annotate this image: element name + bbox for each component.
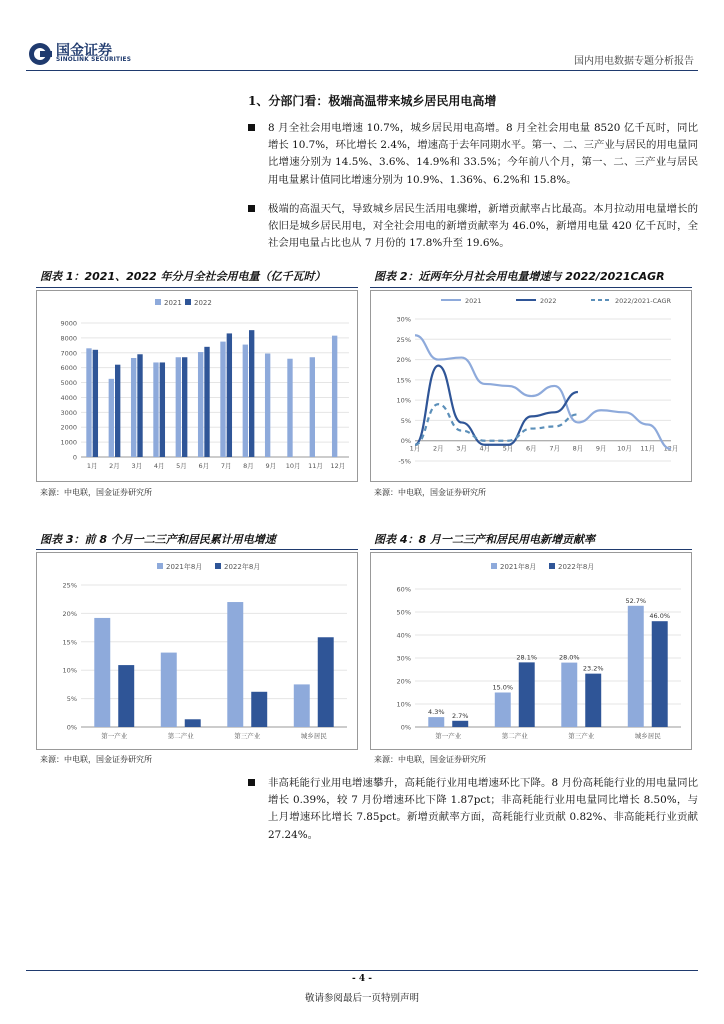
- bar: [94, 618, 110, 727]
- y-tick-label: 10%: [396, 700, 411, 709]
- figure-3-box: [36, 552, 358, 750]
- y-tick-label: 2000: [60, 423, 77, 432]
- y-tick-label: 0%: [66, 723, 77, 732]
- x-tick-label: 10月: [285, 462, 301, 470]
- bar: [176, 357, 181, 457]
- data-label: 15.0%: [492, 683, 514, 692]
- bar: [332, 336, 337, 457]
- header-divider: [26, 70, 698, 71]
- legend-swatch: [155, 299, 161, 305]
- figure-2-source: 来源：中电联，国金证券研究所: [374, 488, 486, 497]
- chart-4: [371, 553, 691, 749]
- logo-icon: [28, 42, 52, 66]
- figure-4-title: 图表 4：8 月一二三产和居民用电新增贡献率: [374, 533, 595, 546]
- y-tick-label: 4000: [60, 393, 77, 402]
- bar: [585, 674, 601, 727]
- data-label: 28.1%: [516, 653, 538, 662]
- series-line: [415, 335, 671, 449]
- x-tick-label: 11月: [308, 462, 323, 470]
- y-tick-label: 25%: [396, 335, 411, 344]
- x-tick-label: 10月: [617, 444, 632, 453]
- y-tick-label: 6000: [60, 364, 77, 373]
- y-tick-label: 50%: [396, 608, 411, 617]
- x-tick-label: 8月: [243, 462, 254, 470]
- bar: [428, 717, 444, 727]
- chart-3: [37, 553, 357, 749]
- x-tick-label: 6月: [198, 462, 210, 470]
- bar: [452, 721, 468, 727]
- logo-text-cn: 国金证券: [56, 43, 112, 59]
- x-tick-label: 12月: [663, 444, 679, 453]
- x-tick-label: 城乡居民: [634, 732, 661, 740]
- y-tick-label: 1000: [60, 438, 77, 447]
- x-tick-label: 1月: [86, 462, 98, 470]
- bar: [220, 342, 225, 457]
- bar: [160, 362, 165, 457]
- y-tick-label: 20%: [396, 677, 411, 686]
- bar: [561, 663, 577, 727]
- x-tick-label: 第二产业: [167, 732, 194, 740]
- chart-2: [371, 291, 691, 481]
- legend-swatch: [185, 299, 191, 305]
- y-tick-label: 7000: [60, 349, 77, 358]
- x-tick-label: 9月: [595, 444, 607, 453]
- x-tick-label: 1月: [409, 444, 421, 453]
- bullet-icon: [248, 124, 255, 131]
- bar: [652, 621, 668, 727]
- y-tick-label: 30%: [396, 315, 411, 324]
- x-tick-label: 7月: [220, 462, 232, 470]
- legend-swatch: [549, 563, 555, 569]
- bar: [93, 350, 98, 457]
- footer-divider: [26, 970, 698, 971]
- data-label: 23.2%: [582, 664, 604, 673]
- y-tick-label: 10%: [396, 396, 411, 405]
- bar: [86, 348, 91, 457]
- figure-4-rule: [370, 549, 692, 550]
- y-tick-label: 9000: [60, 319, 77, 328]
- bullet-icon: [248, 779, 255, 786]
- series-line: [415, 404, 578, 445]
- bar: [628, 606, 644, 727]
- x-tick-label: 第三产业: [234, 732, 261, 740]
- y-tick-label: 20%: [62, 609, 77, 618]
- x-tick-label: 4月: [153, 462, 165, 470]
- x-tick-label: 8月: [572, 444, 584, 453]
- bullet-icon: [248, 205, 255, 212]
- figure-4-box: [370, 552, 692, 750]
- figure-1-source: 来源：中电联，国金证券研究所: [40, 488, 152, 497]
- bar: [185, 719, 201, 727]
- figure-1-rule: [36, 287, 358, 288]
- legend-label: 2022/2021-CAGR: [615, 297, 672, 305]
- paragraph-2: 极端的高温天气，导致城乡居民生活用电骤增，新增贡献率占比最高。本月拉动用电量增长的依旧是城乡居民用电，对全社会用电的新增贡献率为 46.0%，新增用电量 420 亿千瓦时，全社会用电量占比也从 7 月份的 17.8%升至 19.6%。: [268, 203, 698, 250]
- bar: [182, 357, 187, 457]
- y-tick-label: 5%: [66, 695, 77, 704]
- x-tick-label: 5月: [502, 444, 514, 453]
- x-tick-label: 7月: [549, 444, 560, 453]
- bar: [198, 352, 203, 457]
- section-title: 1、分部门看：极端高温带来城乡居民用电高增: [248, 94, 497, 108]
- data-label: 2.7%: [451, 711, 469, 720]
- bar: [251, 692, 267, 727]
- legend-label: 2021: [465, 297, 482, 305]
- y-tick-label: 0%: [400, 723, 411, 732]
- x-tick-label: 3月: [131, 462, 143, 470]
- y-tick-label: 10%: [62, 666, 77, 675]
- paragraph-3: 非高耗能行业用电增速攀升，高耗能行业用电增速环比下降。8 月份高耗能行业的用电量同比增长 0.39%，较 7 月份增速环比下降 1.87pct；非高耗能行业用电量同比增长 8.50%，与上月增速环比增长 7.85pct。新增贡献率方面，高耗能行业贡献 0.82%、非高能耗行业贡献 27.24%。: [268, 777, 698, 841]
- x-tick-label: 4月: [479, 444, 491, 453]
- x-tick-label: 城乡居民: [300, 732, 327, 740]
- footer-disclaimer: 敬请参阅最后一页特别声明: [304, 993, 419, 1004]
- y-tick-label: 5%: [400, 416, 411, 425]
- bar: [227, 333, 232, 457]
- data-label: 52.7%: [625, 596, 647, 605]
- bar: [310, 357, 315, 457]
- x-tick-label: 第三产业: [568, 732, 595, 740]
- x-tick-label: 6月: [526, 444, 537, 453]
- chart-1: [37, 291, 357, 481]
- legend-swatch: [215, 563, 221, 569]
- bar: [265, 354, 270, 457]
- figure-3-source: 来源：中电联，国金证券研究所: [40, 755, 152, 764]
- legend-swatch: [157, 563, 163, 569]
- figure-2-title: 图表 2：近两年分月社会用电量增速与 2022/2021CAGR: [374, 270, 665, 283]
- y-tick-label: 5000: [60, 379, 77, 388]
- y-tick-label: 40%: [396, 631, 411, 640]
- y-tick-label: 25%: [62, 581, 77, 590]
- bar: [118, 665, 134, 727]
- legend-label: 2022年8月: [224, 563, 261, 571]
- y-tick-label: 15%: [62, 638, 77, 647]
- bar: [109, 379, 114, 457]
- bar: [115, 365, 120, 457]
- y-tick-label: 0: [72, 453, 77, 462]
- x-tick-label: 第二产业: [501, 732, 528, 740]
- series-line: [415, 366, 578, 445]
- legend-label: 2022年8月: [558, 563, 595, 571]
- x-tick-label: 5月: [176, 462, 187, 470]
- y-tick-label: 20%: [396, 356, 411, 365]
- figure-2-box: [370, 290, 692, 482]
- figure-1-box: [36, 290, 358, 482]
- legend-label: 2021年8月: [500, 563, 537, 571]
- bar: [519, 662, 535, 727]
- page-number: - 4 -: [352, 974, 372, 984]
- figure-4-source: 来源：中电联，国金证券研究所: [374, 755, 486, 764]
- data-label: 4.3%: [428, 708, 445, 717]
- legend-swatch: [491, 563, 497, 569]
- bar: [294, 684, 310, 727]
- bar: [137, 354, 142, 457]
- x-tick-label: 2月: [432, 444, 444, 453]
- figure-2-rule: [370, 287, 692, 288]
- legend-label: 2022: [194, 299, 212, 307]
- x-tick-label: 12月: [330, 462, 346, 470]
- legend-label: 2021年8月: [166, 563, 203, 571]
- bar: [204, 347, 209, 457]
- legend-label: 2022: [540, 297, 557, 305]
- report-title: 国内用电数据专题分析报告: [574, 56, 694, 67]
- bar: [287, 359, 292, 457]
- legend-label: 2021: [164, 299, 182, 307]
- company-logo: [28, 40, 136, 68]
- bar: [131, 358, 136, 457]
- figure-3-rule: [36, 549, 358, 550]
- bar: [495, 693, 511, 728]
- x-tick-label: 第一产业: [101, 732, 128, 740]
- y-tick-label: 8000: [60, 334, 77, 343]
- x-tick-label: 9月: [265, 462, 277, 470]
- data-label: 28.0%: [558, 653, 580, 662]
- y-tick-label: 0%: [400, 437, 411, 446]
- y-tick-label: 60%: [396, 585, 411, 594]
- paragraph-1: 8 月全社会用电增速 10.7%，城乡居民用电高增。8 月全社会用电量 8520 亿千瓦时，同比增长 10.7%，环比增长 2.4%，增速高于去年同期水平。第一、二、三产业与居民的用电量同比增速分别为 14.5%、3.6%、14.9%和 33.5%；今年前八个月，第一、二、三产业与居民用电量累计值同比增速分别为 10.9%、1.36%、6.2%和 15.8%。: [268, 122, 698, 186]
- bar: [153, 362, 158, 457]
- bar: [161, 653, 177, 727]
- y-tick-label: 15%: [396, 376, 411, 385]
- figure-3-title: 图表 3：前 8 个月一二三产和居民累计用电增速: [40, 533, 276, 546]
- x-tick-label: 11月: [640, 444, 656, 453]
- figure-1-title: 图表 1：2021、2022 年分月全社会用电量（亿千瓦时）: [40, 270, 326, 283]
- data-label: 46.0%: [649, 612, 671, 621]
- bar: [249, 330, 254, 457]
- y-tick-label: -5%: [398, 457, 411, 466]
- y-tick-label: 3000: [60, 408, 77, 417]
- x-tick-label: 2月: [109, 462, 120, 470]
- y-tick-label: 30%: [396, 654, 411, 663]
- x-tick-label: 3月: [456, 444, 467, 453]
- logo-text-en: SINOLINK SECURITIES: [56, 57, 132, 63]
- x-tick-label: 第一产业: [435, 732, 462, 740]
- bar: [318, 637, 334, 727]
- bar: [243, 345, 248, 457]
- bar: [227, 602, 243, 727]
